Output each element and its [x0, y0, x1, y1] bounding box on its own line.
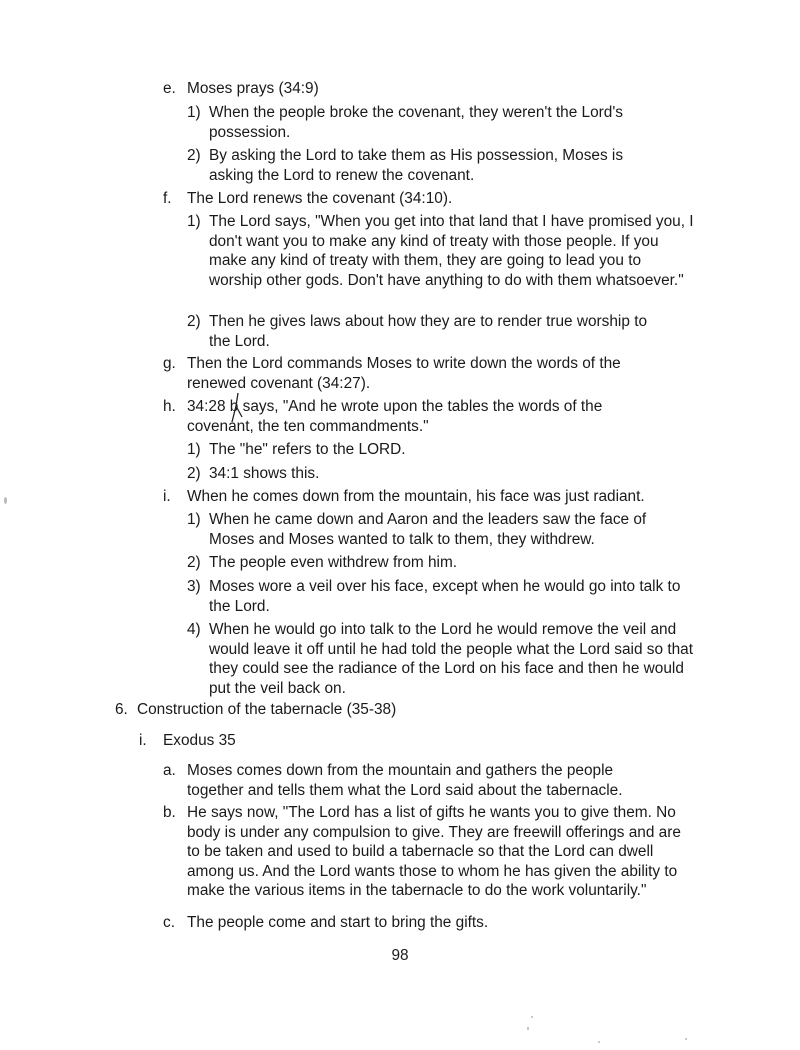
outline-subitem [187, 312, 667, 351]
outline-subitem-a [163, 761, 653, 800]
outline-subitem [187, 103, 657, 142]
outline-subitem-c [163, 913, 663, 933]
item-marker: c. [163, 914, 175, 931]
item-marker: g. [163, 355, 176, 372]
outline-subitem [187, 510, 667, 549]
item-marker: i. [139, 732, 147, 749]
item-text: 34:1 shows this. [209, 465, 320, 482]
item-marker: 1) [187, 213, 201, 230]
scan-speck [531, 1016, 533, 1018]
item-marker: i. [163, 488, 171, 505]
item-text: He says now, "The Lord has a list of gifts he wants you to give them. No body is under any compulsion to give. They are freewill offerings and are to be taken and used to build a tabernacle so that the Lord can dwell among us. And the Lord wants those to whom he has given the ability to make the various items in the tabernacle to do the work voluntarily." [187, 804, 681, 899]
outline-item-g [163, 354, 643, 393]
item-text: Moses prays (34:9) [187, 80, 319, 97]
item-marker: 1) [187, 511, 201, 528]
item-text: Moses comes down from the mountain and gathers the people together and tells them what the Lord said about the tabernacle. [187, 762, 623, 799]
item-text: The people come and start to bring the gifts. [187, 914, 489, 931]
item-marker: 1) [187, 104, 201, 121]
item-marker: h. [163, 398, 176, 415]
item-marker: 2) [187, 554, 201, 571]
outline-subitem [187, 553, 667, 573]
outline-subitem [187, 440, 657, 460]
item-text: Then he gives laws about how they are to render true worship to the Lord. [209, 313, 648, 350]
item-marker: 2) [187, 147, 201, 164]
page-number: 98 [391, 947, 409, 964]
outline-subitem [187, 577, 687, 616]
item-text: The Lord says, "When you get into that land that I have promised you, I don't want you to make any kind of treaty with those people. If you make any kind of treaty with them, they are going to lead you to worship other gods. Don't have anything to do with them whatsoever." [209, 213, 694, 289]
outline-item-e [163, 79, 723, 99]
item-text: When the people broke the covenant, they weren't the Lord's possession. [209, 104, 623, 141]
outline-subitem-b [163, 803, 683, 901]
item-marker: 6. [115, 701, 128, 718]
item-marker: 2) [187, 313, 201, 330]
scan-speck [4, 497, 7, 504]
scan-speck [527, 1027, 529, 1030]
scan-speck [685, 1038, 687, 1040]
item-text: When he came down and Aaron and the leaders saw the face of Moses and Moses wanted to talk to them, they withdrew. [209, 511, 647, 548]
item-text: Exodus 35 [163, 732, 236, 749]
item-text: Moses wore a veil over his face, except when he would go into talk to the Lord. [209, 578, 681, 615]
item-text: The people even withdrew from him. [209, 554, 458, 571]
item-marker: 3) [187, 578, 201, 595]
outline-item-f [163, 189, 723, 209]
item-marker: e. [163, 80, 176, 97]
handwritten-strike-mark [229, 392, 247, 426]
outline-subitem [187, 464, 657, 484]
item-text: When he would go into talk to the Lord he would remove the veil and would leave it off until he had told the people what the Lord said so that they could see the radiance of the Lord on his face and then he would put the veil back on. [209, 621, 694, 697]
outline-item-i [163, 487, 723, 507]
outline-subitem [187, 146, 657, 185]
item-text: By asking the Lord to take them as His possession, Moses is asking the Lord to renew the covenant. [209, 147, 624, 184]
item-marker: 4) [187, 621, 201, 638]
item-marker: a. [163, 762, 176, 779]
item-marker: b. [163, 804, 176, 821]
item-text: 34:28 b says, "And he wrote upon the tables the words of the covenant, the ten commandments." [187, 398, 603, 435]
item-text: Then the Lord commands Moses to write down the words of the renewed covenant (34:27). [187, 355, 621, 392]
outline-subitem [187, 212, 697, 290]
item-text: The Lord renews the covenant (34:10). [187, 190, 453, 207]
scan-speck [598, 1041, 600, 1043]
section-heading: Construction of the tabernacle (35-38) [137, 701, 397, 718]
item-text: The "he" refers to the LORD. [209, 441, 406, 458]
outline-item-exodus-35 [139, 731, 679, 751]
item-marker: 2) [187, 465, 201, 482]
item-marker: f. [163, 190, 172, 207]
item-marker: 1) [187, 441, 201, 458]
outline-subitem [187, 620, 697, 698]
outline-section-6 [115, 700, 695, 720]
item-text: When he comes down from the mountain, his face was just radiant. [187, 488, 645, 505]
